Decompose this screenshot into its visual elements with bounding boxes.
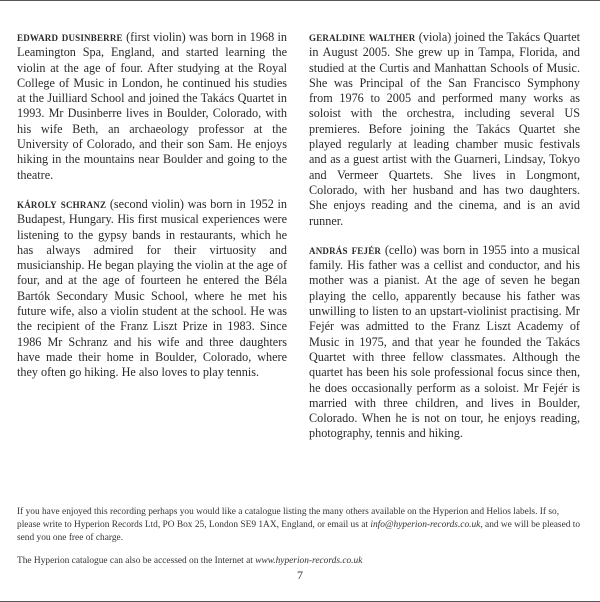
footer-notice — [17, 506, 581, 568]
bio-dusinberre — [17, 30, 287, 183]
musician-name: edward dusinberre — [17, 30, 123, 44]
left-column — [17, 30, 287, 395]
catalogue-text: If you have enjoyed this recording perhaps you would like a catalogue listing the many others available on the Hyperion and Helios labels. If so, please write to Hyperion Records Ltd, PO Box 25, London SE9 1AX, England, or email us at — [17, 507, 560, 530]
musician-name: geraldine walther — [309, 30, 416, 44]
bio-schranz — [17, 197, 287, 381]
internet-paragraph — [17, 555, 581, 568]
catalogue-paragraph — [17, 506, 581, 545]
internet-text: The Hyperion catalogue can also be accessed on the Internet at — [17, 556, 256, 566]
top-border — [0, 0, 600, 1]
catalogue-text-end: , and we will be pleased to send you one free of charge. — [17, 520, 581, 543]
bio-text: (cello) was born in 1955 into a musical family. His father was a cellist and conductor, and his mother was a pianist. At the age of seven he began playing the cello, apparently because his father was unwilling to listen to an upstart-violinist practising. Mr Fejér was admitted to the Franz Liszt Academy of Music in 1975, and that year he founded the Takács Quartet with three fellow classmates. Although the quartet has been his sole professional focus since then, he does occasionally perform as a soloist. Mr Fejér is married with three children, and lives in Boulder, Colorado. When he is not on tour, he enjoys reading, photography, tennis and hiking. — [309, 242, 581, 441]
bio-text: (first violin) was born in 1968 in Leamington Spa, England, and started learning the violin at the age of four. After studying at the Royal College of Music in London, he continued his studies at the Juilliard School and joined the Takács Quartet in 1993. Mr Dusinberre lives in Boulder, Colorado, with his wife Beth, an archaeology professor at the University of Colorado, and their son Sam. He enjoys hiking in the mountains near Boulder and going to the theatre. — [17, 30, 287, 182]
right-column — [309, 30, 580, 456]
bio-walther — [309, 30, 580, 229]
page-number: 7 — [297, 568, 303, 582]
musician-name: andrás fejér — [309, 242, 382, 257]
bio-text: (second violin) was born in 1952 in Budapest, Hungary. His first musical experiences were listening to the gypsy bands in restaurants, which he has always admired for their virtuosity and musicianship. He began playing the violin at the age of four, and at the age of fourteen he entered the Béla Bartók Secondary Music School, where he met his future wife, also a violin student at the school. He was the recipient of the Franz Liszt Prize in 1983. Since 1986 Mr Schranz and his wife and three daughters have made their home in Boulder, Colorado, where they often go hiking. He also loves to play tennis. — [17, 196, 287, 380]
bio-text: (viola) joined the Takács Quartet in August 2005. She grew up in Tampa, Florida, and studied at the Curtis and Manhattan Schools of Music. She was Principal of the San Francisco Symphony from 1976 to 2005 and performed many works as soloist with the orchestra, including several US premieres. Before joining the Takács Quartet she played regularly at leading chamber music festivals and as a guest artist with the Guarneri, Lindsay, Tokyo and Vermeer Quartets. She lives in Longmont, Colorado, with her husband and has two daughters. She enjoys reading and the cinema, and is an avid runner. — [309, 30, 580, 228]
website-link[interactable]: www.hyperion-records.co.uk — [255, 556, 363, 566]
musician-name: károly schranz — [17, 196, 107, 211]
email-link[interactable]: info@hyperion-records.co.uk — [370, 520, 481, 530]
bio-fejer — [309, 243, 580, 442]
